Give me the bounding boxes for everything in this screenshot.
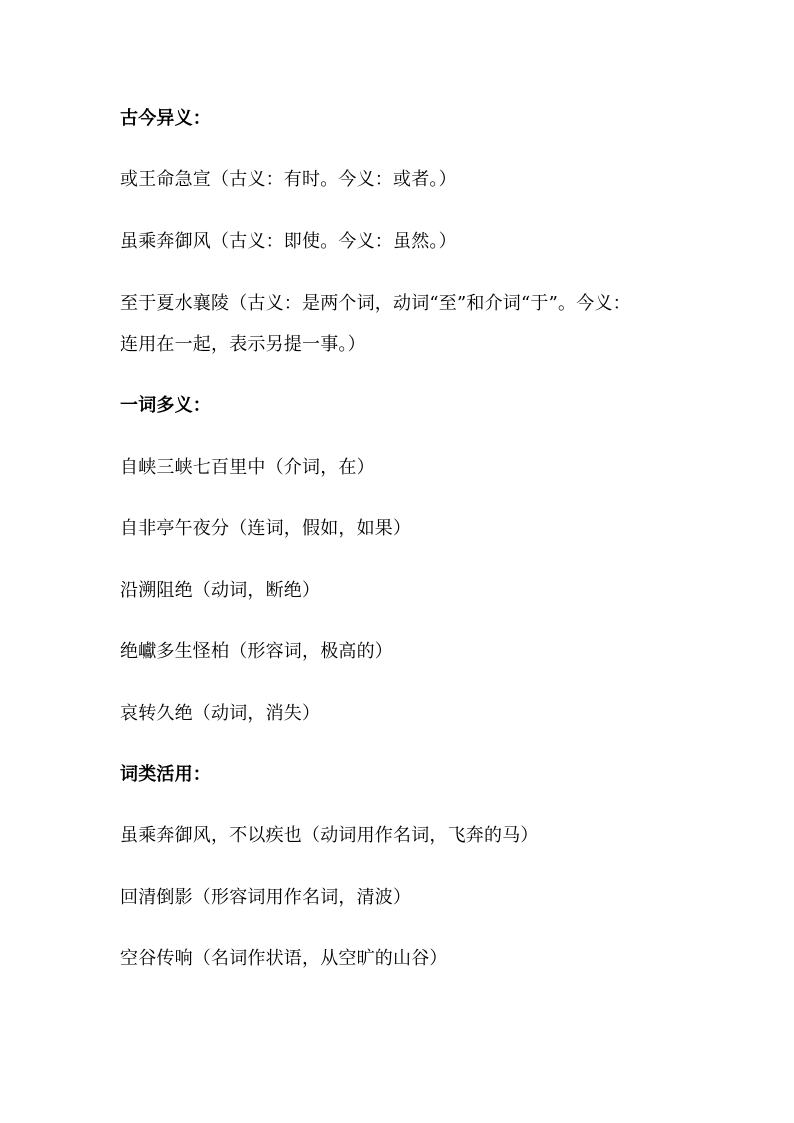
text-line: 回清倒影（形容词用作名词，清波） xyxy=(120,887,412,908)
text-line: 空谷传响（名词作状语，从空旷的山谷） xyxy=(120,948,448,969)
text-line: 绝巘多生怪柏（形容词，极高的） xyxy=(120,641,393,662)
text-line: 哀转久绝（动词，消失） xyxy=(120,703,321,724)
section-heading-cilei-huoyong: 词类活用： xyxy=(120,764,211,785)
section-heading-yici-duoyi: 一词多义： xyxy=(120,395,211,416)
section-heading-gujin-yiyi: 古今异义： xyxy=(120,108,211,129)
text-line: 自峡三峡七百里中（介词，在） xyxy=(120,457,375,478)
text-line: 虽乘奔御风，不以疾也（动词用作名词，飞奔的马） xyxy=(120,825,539,846)
text-line: 自非亭午夜分（连词，假如，如果） xyxy=(120,518,412,539)
text-line: 虽乘奔御风（古义：即使。今义：虽然。） xyxy=(120,231,457,252)
text-line: 沿溯阻绝（动词，断绝） xyxy=(120,580,321,601)
text-line: 连用在一起，表示另提一事。） xyxy=(120,334,366,355)
text-line: 至于夏水襄陵（古义：是两个词，动词“至”和介词“于”。今义： xyxy=(120,293,631,314)
text-line: 或王命急宣（古义：有时。今义：或者。） xyxy=(120,169,457,190)
